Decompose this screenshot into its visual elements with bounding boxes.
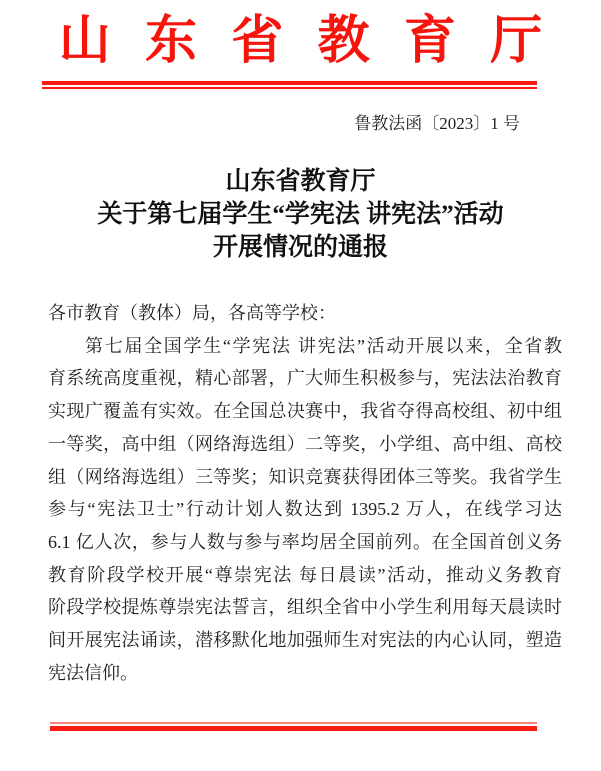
body-line: 组（网络海选组）三等奖；知识竞赛获得团体三等奖。我省学生 [48,466,562,487]
salutation-line: 各市教育（教体）局，各高等学校： [48,303,336,323]
body-line: 6.1 亿人次，参与人数与参与率均居全国前列。在全国首创义务 [48,531,562,552]
body-line: 一等奖，高中组（网络海选组）二等奖，小学组、高中组、高校 [48,433,562,454]
body-line: 间开展宪法诵读，潜移默化地加强师生对宪法的内心认同，塑造 [48,630,562,651]
body-line: 实现广覆盖有实效。在全国总决赛中，我省夺得高校组、初中组 [48,401,562,422]
letterhead-agency-name: 山东省教育厅 [58,13,577,70]
title-line-3: 开展情况的通报 [212,234,388,261]
body-line: 第七届全国学生“学宪法 讲宪法”活动开展以来，全省教 [85,335,562,356]
letterhead-double-rule [42,81,537,89]
body-line: 宪法信仰。 [48,662,138,683]
body-line: 育系统高度重视，精心部署，广大师生积极参与，宪法法治教育 [48,368,562,389]
body-line: 参与“宪法卫士”行动计划人数达到 1395.2 万人，在线学习达 [48,499,562,520]
document-body [48,297,562,689]
body-line: 教育阶段学校开展“尊崇宪法 每日晨读”活动，推动义务教育 [48,564,562,585]
title-line-1: 山东省教育厅 [225,168,376,195]
body-line: 阶段学校提炼尊崇宪法誓言，组织全省中小学生利用每天晨读时 [48,597,562,618]
rule-bottom-thick-bar [50,726,537,731]
footer-double-rule [50,722,537,731]
title-line-2: 关于第七届学生“学宪法 讲宪法”活动 [97,201,504,228]
rule-top-thin-bar [42,87,537,89]
document-title [0,165,601,264]
doc-reference-number: 鲁教法函〔2023〕1 号 [354,114,520,133]
